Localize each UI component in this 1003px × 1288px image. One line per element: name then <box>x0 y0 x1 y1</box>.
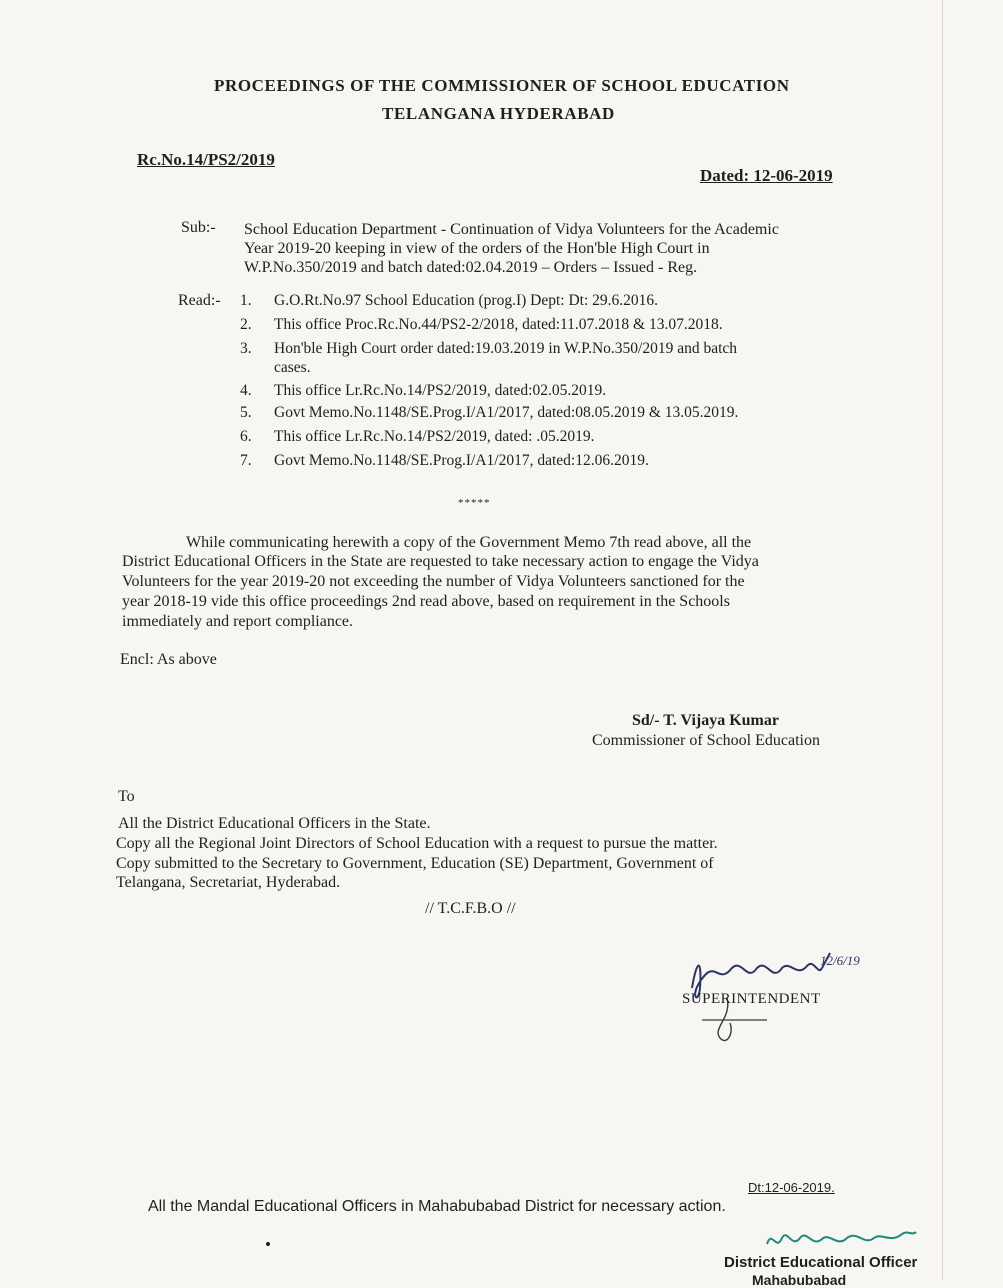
subject-line-2: Year 2019-20 keeping in view of the orders of the Hon'ble High Court in <box>244 240 710 257</box>
read-label: Read:- <box>178 292 221 309</box>
read-item-number: 3. <box>240 340 252 357</box>
paragraph-line-4: year 2018-19 vide this office proceedings 2nd read above, based on requirement in the Schools <box>122 593 730 610</box>
read-item <box>240 404 738 422</box>
bullet-dot <box>266 1242 270 1246</box>
read-item-continuation: cases. <box>274 359 311 376</box>
read-item-number: 1. <box>240 292 252 309</box>
recipient-line-4: Telangana, Secretariat, Hyderabad. <box>116 874 341 891</box>
read-item-text: Hon'ble High Court order dated:19.03.2019 in W.P.No.350/2019 and batch <box>274 340 738 357</box>
read-item <box>240 428 594 446</box>
district-name: Mahabubabad <box>752 1272 847 1288</box>
recipient-line-2: Copy all the Regional Joint Directors of School Education with a request to pursue the matter. <box>116 835 718 852</box>
to-label: To <box>118 788 135 805</box>
subject-label: Sub:- <box>181 219 216 236</box>
signatory-name: Sd/- T. Vijaya Kumar <box>632 712 779 729</box>
true-copy-note: // T.C.F.B.O // <box>425 900 516 917</box>
reference-number: Rc.No.14/PS2/2019 <box>137 150 275 169</box>
read-item <box>240 340 737 358</box>
header-title-line2: TELANGANA HYDERABAD <box>382 104 615 123</box>
read-item-number: 7. <box>240 452 252 469</box>
read-item-text: G.O.Rt.No.97 School Education (prog.I) Dept: Dt: 29.6.2016. <box>274 292 659 309</box>
recipient-line-3: Copy submitted to the Secretary to Government, Education (SE) Department, Government of <box>116 855 714 872</box>
superintendent-title: SUPERINTENDENT <box>682 991 821 1007</box>
read-item-number: 6. <box>240 428 252 445</box>
paragraph-line-1: While communicating herewith a copy of the Government Memo 7th read above, all the <box>186 534 752 551</box>
read-item-text: This office Lr.Rc.No.14/PS2/2019, dated:02.05.2019. <box>274 382 607 399</box>
endorsement-date: Dt:12-06-2019. <box>748 1180 835 1195</box>
section-separator: ***** <box>458 497 491 509</box>
superintendent-date-note: 12/6/19 <box>820 953 860 968</box>
read-item-number: 4. <box>240 382 252 399</box>
read-item <box>240 316 723 334</box>
header-title-line1: PROCEEDINGS OF THE COMMISSIONER OF SCHOOL EDUCATION <box>214 76 790 95</box>
paragraph-line-3: Volunteers for the year 2019-20 not exceeding the number of Vidya Volunteers sanctioned for the <box>122 573 745 590</box>
page-edge-line <box>942 0 943 1280</box>
district-officer-signature <box>762 1224 922 1256</box>
district-officer-title: District Educational Officer <box>724 1254 918 1271</box>
endorsement-text: All the Mandal Educational Officers in Mahabubabad District for necessary action. <box>148 1198 726 1215</box>
reference-date: Dated: 12-06-2019 <box>700 166 833 185</box>
signatory-title: Commissioner of School Education <box>592 732 820 749</box>
read-item <box>240 292 658 310</box>
subject-line-3: W.P.No.350/2019 and batch dated:02.04.2019 – Orders – Issued - Reg. <box>244 259 698 276</box>
enclosure-note: Encl: As above <box>120 651 217 668</box>
read-item <box>240 452 649 470</box>
read-item-number: 5. <box>240 404 252 421</box>
subject-line-1: School Education Department - Continuation of Vidya Volunteers for the Academic <box>244 221 779 238</box>
read-item-text: This office Lr.Rc.No.14/PS2/2019, dated: .05.2019. <box>274 428 595 445</box>
read-item-text: Govt Memo.No.1148/SE.Prog.I/A1/2017, dated:08.05.2019 & 13.05.2019. <box>274 404 739 421</box>
read-item <box>240 382 606 400</box>
paragraph-line-5: immediately and report compliance. <box>122 613 354 630</box>
read-item-number: 2. <box>240 316 252 333</box>
read-item-text: This office Proc.Rc.No.44/PS2-2/2018, dated:11.07.2018 & 13.07.2018. <box>274 316 723 333</box>
paragraph-line-2: District Educational Officers in the State are requested to take necessary action to engage the Vidya <box>122 553 759 570</box>
recipient-line-1: All the District Educational Officers in the State. <box>118 815 431 832</box>
read-item-text: Govt Memo.No.1148/SE.Prog.I/A1/2017, dated:12.06.2019. <box>274 452 649 469</box>
